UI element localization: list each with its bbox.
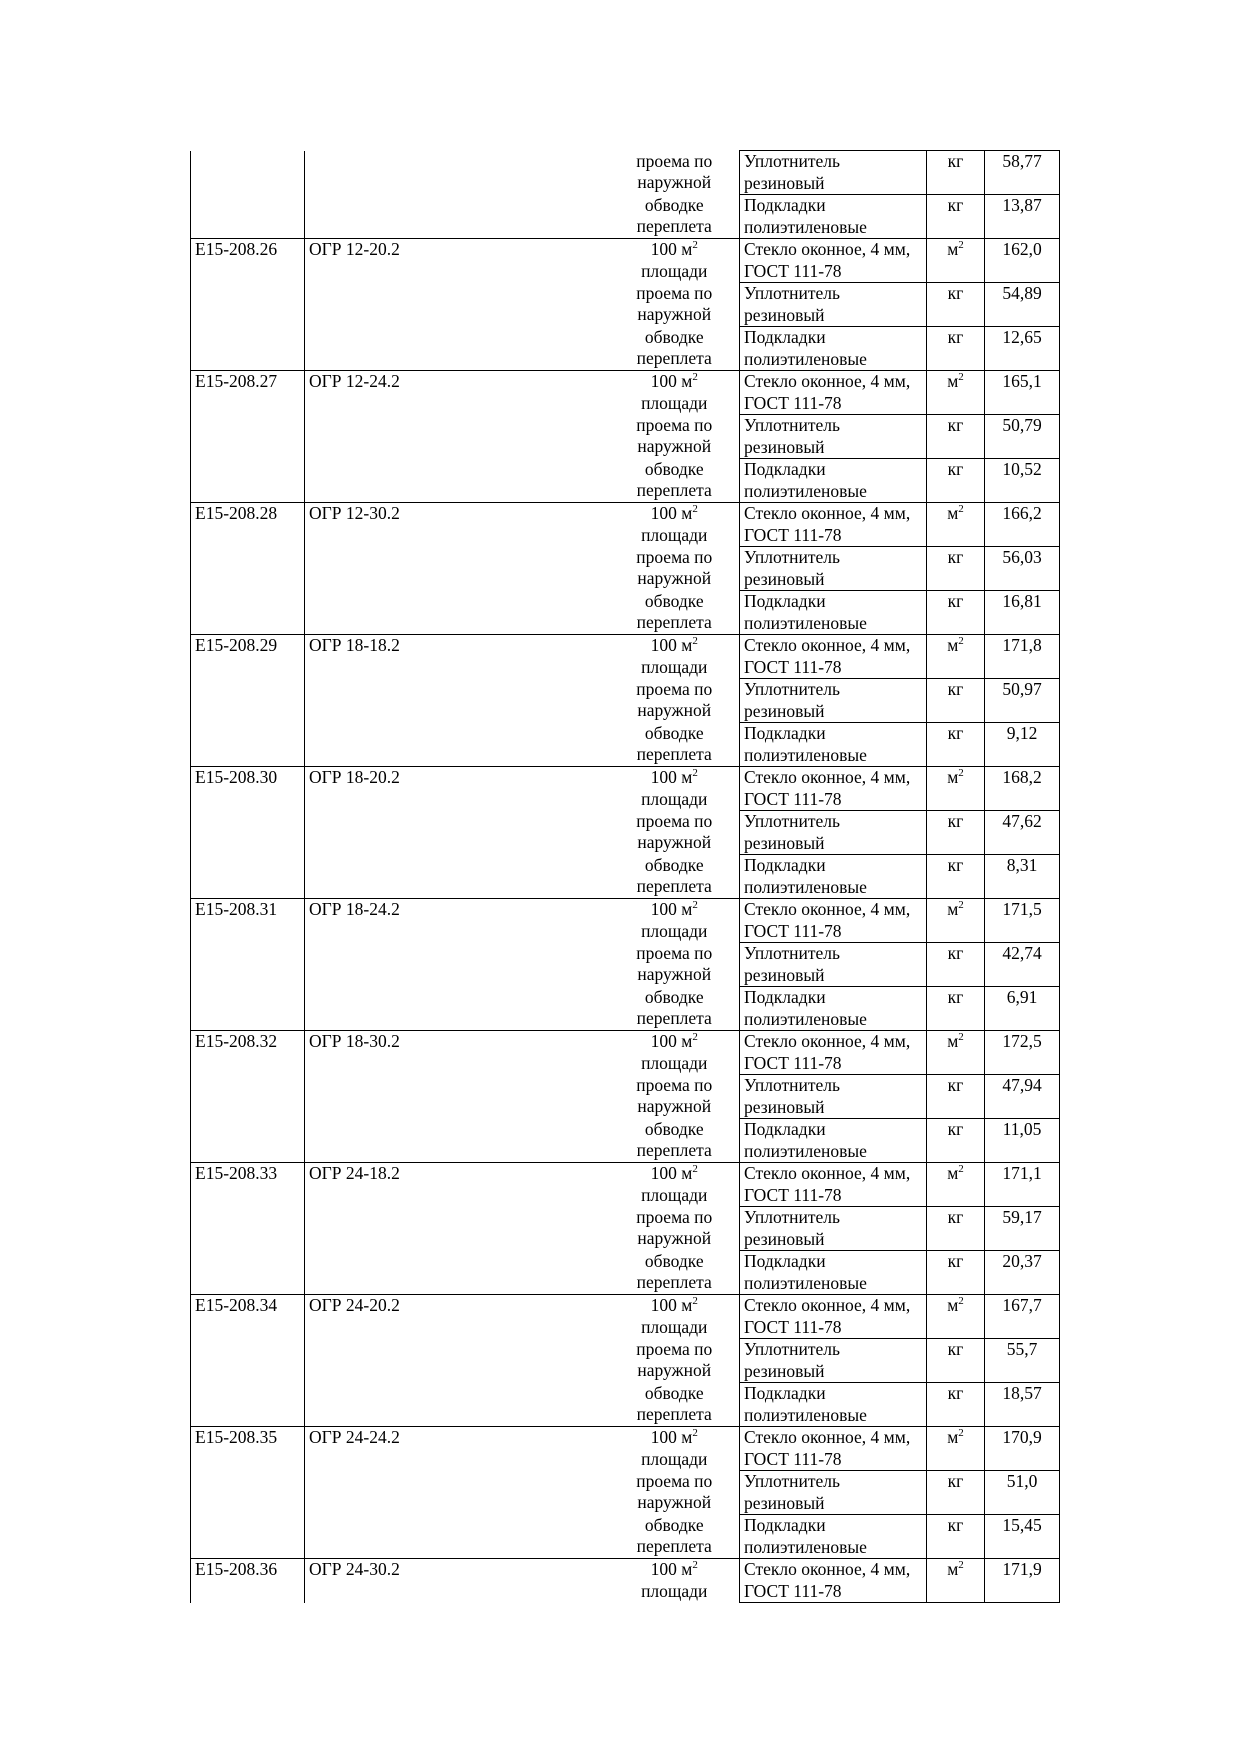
- code-cell: [191, 591, 305, 635]
- material-name: Подкладки полиэтиленовые: [740, 723, 927, 767]
- unit-m: м: [947, 1295, 959, 1315]
- measure-sup: 2: [692, 635, 698, 648]
- value-cell: 6,91: [985, 987, 1060, 1031]
- measure-line2: площади: [641, 260, 708, 281]
- unit-sup: 2: [958, 1031, 964, 1044]
- measure-cell: обводке переплета: [610, 195, 740, 239]
- material-name: Стекло оконное, 4 мм, ГОСТ 111-78: [740, 1163, 927, 1207]
- measure-line1: 100 м: [650, 371, 693, 391]
- material-row: [191, 415, 1060, 459]
- value-cell: 50,79: [985, 415, 1060, 459]
- measure-line1: 100 м: [650, 1559, 693, 1579]
- measure-sup: 2: [692, 767, 698, 780]
- code-cell: [191, 459, 305, 503]
- mark-cell: ОГР 24-20.2: [305, 1295, 610, 1339]
- measure-line1: 100 м: [650, 899, 693, 919]
- unit-m: м: [947, 1427, 959, 1447]
- mark-cell: ОГР 18-30.2: [305, 1031, 610, 1075]
- code-cell: [191, 1515, 305, 1559]
- measure-sup: 2: [692, 371, 698, 384]
- unit-cell: кг: [927, 1383, 985, 1427]
- measure-cell: обводке переплета: [610, 1515, 740, 1559]
- code-cell: Е15-208.36: [191, 1559, 305, 1603]
- unit-m: м: [947, 503, 959, 523]
- measure-cell: проема по наружной: [610, 547, 740, 591]
- material-name: Уплотнитель резиновый: [740, 547, 927, 591]
- unit-cell: [927, 1031, 985, 1075]
- unit-cell: [927, 503, 985, 547]
- code-cell: Е15-208.29: [191, 635, 305, 679]
- measure-cell: проема по наружной: [610, 943, 740, 987]
- material-row: [191, 987, 1060, 1031]
- material-name: Подкладки полиэтиленовые: [740, 1383, 927, 1427]
- group-row: [191, 1427, 1060, 1471]
- mark-cell: ОГР 24-24.2: [305, 1427, 610, 1471]
- unit-sup: 2: [958, 503, 964, 516]
- group-row: [191, 635, 1060, 679]
- material-row: [191, 855, 1060, 899]
- unit-cell: [927, 635, 985, 679]
- code-cell: Е15-208.33: [191, 1163, 305, 1207]
- unit-cell: кг: [927, 459, 985, 503]
- material-name: Уплотнитель резиновый: [740, 811, 927, 855]
- value-cell: 13,87: [985, 195, 1060, 239]
- measure-cell: обводке переплета: [610, 987, 740, 1031]
- code-cell: Е15-208.28: [191, 503, 305, 547]
- value-cell: 12,65: [985, 327, 1060, 371]
- unit-cell: кг: [927, 1207, 985, 1251]
- code-cell: Е15-208.27: [191, 371, 305, 415]
- material-name: Уплотнитель резиновый: [740, 943, 927, 987]
- material-row: [191, 1383, 1060, 1427]
- measure-cell: проема по наружной: [610, 811, 740, 855]
- measure-cell: обводке переплета: [610, 1251, 740, 1295]
- group-row: [191, 371, 1060, 415]
- measure-cell: проема по наружной: [610, 1207, 740, 1251]
- unit-cell: кг: [927, 1075, 985, 1119]
- material-name: Стекло оконное, 4 мм, ГОСТ 111-78: [740, 239, 927, 283]
- material-name: Стекло оконное, 4 мм, ГОСТ 111-78: [740, 635, 927, 679]
- mark-cell: [305, 723, 610, 767]
- group-row: [191, 1163, 1060, 1207]
- value-cell: 166,2: [985, 503, 1060, 547]
- mark-cell: [305, 855, 610, 899]
- unit-m: м: [947, 899, 959, 919]
- unit-sup: 2: [958, 371, 964, 384]
- group-row: [191, 1295, 1060, 1339]
- measure-line2: площади: [641, 1052, 708, 1073]
- code-cell: Е15-208.30: [191, 767, 305, 811]
- value-cell: 162,0: [985, 239, 1060, 283]
- value-cell: 47,94: [985, 1075, 1060, 1119]
- value-cell: 50,97: [985, 679, 1060, 723]
- unit-cell: кг: [927, 415, 985, 459]
- unit-cell: кг: [927, 723, 985, 767]
- measure-line2: площади: [641, 1448, 708, 1469]
- measure-cell: обводке переплета: [610, 591, 740, 635]
- measure-cell: проема по наружной: [610, 1471, 740, 1515]
- unit-cell: [927, 1559, 985, 1603]
- value-cell: 15,45: [985, 1515, 1060, 1559]
- code-cell: [191, 1339, 305, 1383]
- mark-cell: [305, 151, 610, 195]
- unit-cell: кг: [927, 679, 985, 723]
- material-name: Стекло оконное, 4 мм, ГОСТ 111-78: [740, 371, 927, 415]
- unit-m: м: [947, 371, 959, 391]
- measure-sup: 2: [692, 1295, 698, 1308]
- measure-sup: 2: [692, 1031, 698, 1044]
- code-cell: [191, 943, 305, 987]
- mark-cell: [305, 195, 610, 239]
- measure-cell: обводке переплета: [610, 459, 740, 503]
- material-name: Уплотнитель резиновый: [740, 679, 927, 723]
- unit-sup: 2: [958, 767, 964, 780]
- material-name: Уплотнитель резиновый: [740, 1207, 927, 1251]
- code-cell: Е15-208.32: [191, 1031, 305, 1075]
- unit-cell: [927, 767, 985, 811]
- measure-cell: [610, 371, 740, 415]
- measure-line1: 100 м: [650, 1295, 693, 1315]
- value-cell: 171,9: [985, 1559, 1060, 1603]
- mark-cell: [305, 1119, 610, 1163]
- value-cell: 170,9: [985, 1427, 1060, 1471]
- group-row: [191, 239, 1060, 283]
- unit-sup: 2: [958, 1427, 964, 1440]
- unit-cell: кг: [927, 327, 985, 371]
- material-row: [191, 943, 1060, 987]
- measure-cell: обводке переплета: [610, 723, 740, 767]
- code-cell: [191, 327, 305, 371]
- material-name: Уплотнитель резиновый: [740, 1339, 927, 1383]
- group-row: [191, 899, 1060, 943]
- material-row: [191, 1339, 1060, 1383]
- code-cell: Е15-208.35: [191, 1427, 305, 1471]
- mark-cell: [305, 1251, 610, 1295]
- measure-cell: проема по наружной: [610, 415, 740, 459]
- mark-cell: [305, 811, 610, 855]
- material-row: [191, 679, 1060, 723]
- measure-line2: площади: [641, 1184, 708, 1205]
- measure-cell: [610, 239, 740, 283]
- value-cell: 16,81: [985, 591, 1060, 635]
- measure-line2: площади: [641, 656, 708, 677]
- mark-cell: [305, 547, 610, 591]
- code-cell: [191, 283, 305, 327]
- mark-cell: [305, 1515, 610, 1559]
- measure-cell: проема по наружной: [610, 283, 740, 327]
- code-cell: [191, 151, 305, 195]
- value-cell: 47,62: [985, 811, 1060, 855]
- measure-sup: 2: [692, 239, 698, 252]
- material-name: Подкладки полиэтиленовые: [740, 1119, 927, 1163]
- unit-cell: кг: [927, 547, 985, 591]
- code-cell: [191, 679, 305, 723]
- measure-line1: 100 м: [650, 1163, 693, 1183]
- mark-cell: ОГР 18-24.2: [305, 899, 610, 943]
- value-cell: 54,89: [985, 283, 1060, 327]
- material-name: Уплотнитель резиновый: [740, 1075, 927, 1119]
- unit-m: м: [947, 767, 959, 787]
- measure-line2: площади: [641, 788, 708, 809]
- value-cell: 172,5: [985, 1031, 1060, 1075]
- measure-line2: площади: [641, 392, 708, 413]
- measure-cell: [610, 899, 740, 943]
- unit-cell: кг: [927, 195, 985, 239]
- material-name: Стекло оконное, 4 мм, ГОСТ 111-78: [740, 1559, 927, 1603]
- value-cell: 167,7: [985, 1295, 1060, 1339]
- mark-cell: ОГР 18-20.2: [305, 767, 610, 811]
- material-row: [191, 811, 1060, 855]
- material-row: [191, 1471, 1060, 1515]
- unit-cell: кг: [927, 591, 985, 635]
- material-name: Подкладки полиэтиленовые: [740, 855, 927, 899]
- mark-cell: ОГР 24-30.2: [305, 1559, 610, 1603]
- unit-cell: [927, 1163, 985, 1207]
- value-cell: 9,12: [985, 723, 1060, 767]
- unit-sup: 2: [958, 239, 964, 252]
- code-cell: Е15-208.26: [191, 239, 305, 283]
- measure-line1: 100 м: [650, 239, 693, 259]
- code-cell: [191, 1251, 305, 1295]
- material-row: [191, 1119, 1060, 1163]
- material-name: Подкладки полиэтиленовые: [740, 459, 927, 503]
- material-name: Подкладки полиэтиленовые: [740, 195, 927, 239]
- mark-cell: [305, 591, 610, 635]
- measure-line1: 100 м: [650, 503, 693, 523]
- mark-cell: ОГР 12-24.2: [305, 371, 610, 415]
- mark-cell: [305, 943, 610, 987]
- unit-m: м: [947, 1163, 959, 1183]
- measure-sup: 2: [692, 503, 698, 516]
- group-row: [191, 767, 1060, 811]
- material-row: [191, 1251, 1060, 1295]
- value-cell: 10,52: [985, 459, 1060, 503]
- material-row: [191, 723, 1060, 767]
- material-row: [191, 283, 1060, 327]
- value-cell: 59,17: [985, 1207, 1060, 1251]
- measure-line1: 100 м: [650, 767, 693, 787]
- code-cell: Е15-208.31: [191, 899, 305, 943]
- code-cell: [191, 1119, 305, 1163]
- tail-row: [191, 1559, 1060, 1603]
- measure-cell: обводке переплета: [610, 1119, 740, 1163]
- code-cell: [191, 723, 305, 767]
- unit-cell: [927, 1295, 985, 1339]
- mark-cell: [305, 327, 610, 371]
- measure-line1: 100 м: [650, 1031, 693, 1051]
- material-name: Уплотнитель резиновый: [740, 415, 927, 459]
- value-cell: 55,7: [985, 1339, 1060, 1383]
- material-row: [191, 327, 1060, 371]
- code-cell: Е15-208.34: [191, 1295, 305, 1339]
- material-row: [191, 547, 1060, 591]
- code-cell: [191, 547, 305, 591]
- measure-line1: 100 м: [650, 1427, 693, 1447]
- material-row: [191, 591, 1060, 635]
- mark-cell: [305, 1339, 610, 1383]
- unit-cell: кг: [927, 855, 985, 899]
- code-cell: [191, 987, 305, 1031]
- code-cell: [191, 415, 305, 459]
- measure-cell: [610, 1163, 740, 1207]
- measure-cell: проема по наружной: [610, 1075, 740, 1119]
- measure-cell: проема по наружной: [610, 679, 740, 723]
- material-row: [191, 459, 1060, 503]
- unit-cell: [927, 371, 985, 415]
- mark-cell: [305, 987, 610, 1031]
- measure-cell: обводке переплета: [610, 855, 740, 899]
- mark-cell: [305, 459, 610, 503]
- unit-cell: [927, 899, 985, 943]
- measure-sup: 2: [692, 899, 698, 912]
- measure-line1: 100 м: [650, 635, 693, 655]
- measure-cell: [610, 767, 740, 811]
- unit-sup: 2: [958, 1163, 964, 1176]
- mark-cell: [305, 1207, 610, 1251]
- unit-cell: [927, 1427, 985, 1471]
- value-cell: 8,31: [985, 855, 1060, 899]
- mark-cell: ОГР 18-18.2: [305, 635, 610, 679]
- value-cell: 20,37: [985, 1251, 1060, 1295]
- material-name: Стекло оконное, 4 мм, ГОСТ 111-78: [740, 767, 927, 811]
- code-cell: [191, 1075, 305, 1119]
- mark-cell: ОГР 12-30.2: [305, 503, 610, 547]
- mark-cell: [305, 1075, 610, 1119]
- value-cell: 171,1: [985, 1163, 1060, 1207]
- unit-m: м: [947, 635, 959, 655]
- value-cell: 171,8: [985, 635, 1060, 679]
- mark-cell: [305, 1471, 610, 1515]
- norms-table: [190, 150, 1060, 1603]
- measure-line2: площади: [641, 920, 708, 941]
- measure-cell: [610, 635, 740, 679]
- value-cell: 11,05: [985, 1119, 1060, 1163]
- measure-cell: [610, 1559, 740, 1603]
- measure-cell: проема по наружной: [610, 151, 740, 195]
- unit-cell: кг: [927, 283, 985, 327]
- value-cell: 56,03: [985, 547, 1060, 591]
- code-cell: [191, 1383, 305, 1427]
- lead-row: [191, 195, 1060, 239]
- measure-sup: 2: [692, 1559, 698, 1572]
- unit-cell: кг: [927, 1119, 985, 1163]
- unit-cell: кг: [927, 811, 985, 855]
- mark-cell: [305, 679, 610, 723]
- measure-cell: [610, 1427, 740, 1471]
- unit-m: м: [947, 239, 959, 259]
- material-name: Стекло оконное, 4 мм, ГОСТ 111-78: [740, 1427, 927, 1471]
- group-row: [191, 503, 1060, 547]
- material-name: Стекло оконное, 4 мм, ГОСТ 111-78: [740, 899, 927, 943]
- material-name: Стекло оконное, 4 мм, ГОСТ 111-78: [740, 1031, 927, 1075]
- mark-cell: ОГР 12-20.2: [305, 239, 610, 283]
- unit-cell: кг: [927, 987, 985, 1031]
- unit-cell: кг: [927, 151, 985, 195]
- measure-cell: обводке переплета: [610, 327, 740, 371]
- unit-cell: [927, 239, 985, 283]
- mark-cell: [305, 1383, 610, 1427]
- mark-cell: [305, 283, 610, 327]
- value-cell: 58,77: [985, 151, 1060, 195]
- unit-sup: 2: [958, 1559, 964, 1572]
- material-row: [191, 1207, 1060, 1251]
- lead-row: [191, 151, 1060, 195]
- value-cell: 18,57: [985, 1383, 1060, 1427]
- code-cell: [191, 1471, 305, 1515]
- material-name: Стекло оконное, 4 мм, ГОСТ 111-78: [740, 503, 927, 547]
- value-cell: 165,1: [985, 371, 1060, 415]
- material-name: Стекло оконное, 4 мм, ГОСТ 111-78: [740, 1295, 927, 1339]
- unit-cell: кг: [927, 1515, 985, 1559]
- material-name: Подкладки полиэтиленовые: [740, 591, 927, 635]
- unit-cell: кг: [927, 943, 985, 987]
- code-cell: [191, 1207, 305, 1251]
- measure-sup: 2: [692, 1163, 698, 1176]
- measure-cell: обводке переплета: [610, 1383, 740, 1427]
- measure-cell: [610, 503, 740, 547]
- material-name: Уплотнитель резиновый: [740, 151, 927, 195]
- material-name: Подкладки полиэтиленовые: [740, 327, 927, 371]
- material-name: Подкладки полиэтиленовые: [740, 1251, 927, 1295]
- material-name: Подкладки полиэтиленовые: [740, 987, 927, 1031]
- material-row: [191, 1515, 1060, 1559]
- code-cell: [191, 195, 305, 239]
- value-cell: 42,74: [985, 943, 1060, 987]
- norms-table-body: [191, 151, 1060, 1603]
- group-row: [191, 1031, 1060, 1075]
- material-name: Уплотнитель резиновый: [740, 1471, 927, 1515]
- unit-sup: 2: [958, 635, 964, 648]
- measure-line2: площади: [641, 1316, 708, 1337]
- mark-cell: [305, 415, 610, 459]
- value-cell: 51,0: [985, 1471, 1060, 1515]
- measure-cell: [610, 1295, 740, 1339]
- unit-m: м: [947, 1559, 959, 1579]
- unit-m: м: [947, 1031, 959, 1051]
- unit-cell: кг: [927, 1471, 985, 1515]
- material-name: Уплотнитель резиновый: [740, 283, 927, 327]
- code-cell: [191, 855, 305, 899]
- code-cell: [191, 811, 305, 855]
- unit-cell: кг: [927, 1339, 985, 1383]
- unit-sup: 2: [958, 1295, 964, 1308]
- measure-sup: 2: [692, 1427, 698, 1440]
- measure-cell: [610, 1031, 740, 1075]
- value-cell: 171,5: [985, 899, 1060, 943]
- material-name: Подкладки полиэтиленовые: [740, 1515, 927, 1559]
- material-row: [191, 1075, 1060, 1119]
- measure-cell: проема по наружной: [610, 1339, 740, 1383]
- unit-cell: кг: [927, 1251, 985, 1295]
- value-cell: 168,2: [985, 767, 1060, 811]
- unit-sup: 2: [958, 899, 964, 912]
- mark-cell: ОГР 24-18.2: [305, 1163, 610, 1207]
- measure-line2: площади: [641, 524, 708, 545]
- measure-line2: площади: [641, 1580, 708, 1601]
